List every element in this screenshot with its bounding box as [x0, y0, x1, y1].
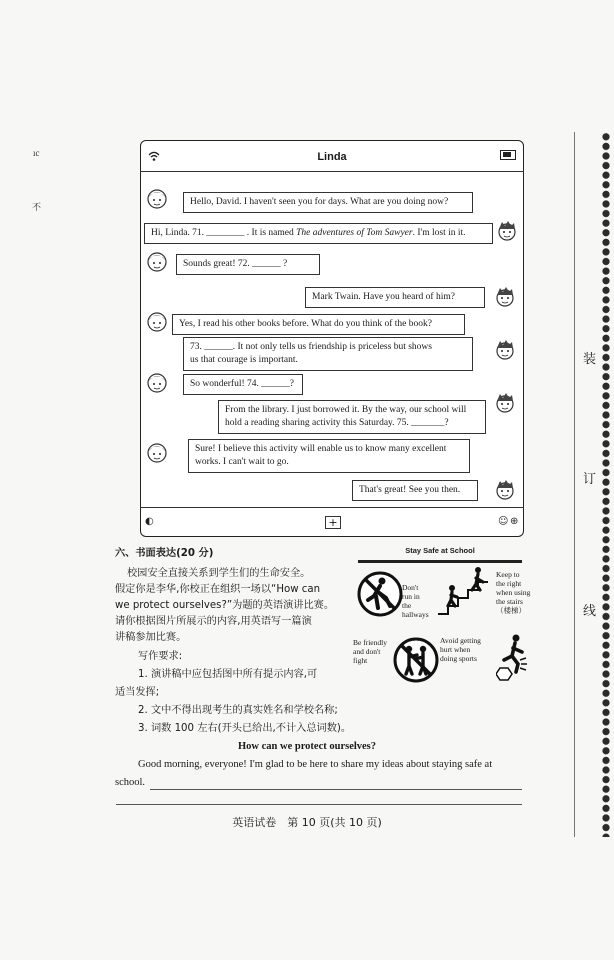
label-sports: Avoid getting hurt when doing sports: [440, 636, 481, 663]
girl-avatar-icon: [144, 249, 170, 275]
boy-avatar-icon: [492, 337, 518, 363]
binding-char: 订: [583, 471, 597, 486]
header-divider: [140, 171, 524, 172]
requirement-item: 适当发挥;: [115, 687, 160, 698]
boy-avatar-icon: [492, 390, 518, 416]
boy-avatar-icon: [492, 477, 518, 503]
sports-injury-icon: [496, 632, 530, 682]
picture-title: Stay Safe at School: [405, 546, 475, 555]
chat-title: Linda: [317, 151, 347, 163]
message-text: Tom Sawyer: [366, 228, 413, 238]
requirements-title: 写作要求:: [138, 651, 183, 662]
chat-message: That's great! See you then.: [352, 480, 478, 501]
requirement-item: 3. 词数 100 左右(开头已给出,不计入总词数)。: [138, 723, 352, 734]
binding-line: [574, 132, 575, 837]
task-line: we protect ourselves?”为题的英语演讲比赛。: [115, 600, 335, 611]
page-number: 英语试卷 第 10 页(共 10 页): [232, 816, 382, 829]
no-fighting-icon: [392, 636, 440, 684]
section-heading: 六、书面表达(20 分): [115, 548, 214, 559]
label-stairs: Keep to the right when using the stairs （楼梯）: [496, 570, 531, 615]
requirement-item: 1. 演讲稿中应包括图中所有提示内容,可: [138, 669, 318, 680]
message-line: 73. ______. It not only tells us friendship is priceless but shows: [190, 342, 432, 352]
girl-avatar-icon: [144, 440, 170, 466]
task-line: 校园安全直接关系到学生们的生命安全。: [127, 568, 311, 579]
no-running-icon: [356, 570, 404, 618]
chat-message: Sounds great! 72. ______ ?: [176, 254, 320, 275]
boy-avatar-icon: [494, 218, 520, 244]
chat-message: [183, 337, 473, 371]
message-line: works. I can't wait to go.: [195, 457, 289, 467]
essay-title: How can we protect ourselves?: [237, 741, 377, 752]
margin-mark: ıc: [33, 148, 40, 158]
task-line: 讲稿参加比赛。: [115, 632, 187, 643]
answer-line[interactable]: [116, 804, 522, 805]
add-button[interactable]: +: [325, 516, 341, 529]
message-line: hold a reading sharing activity this Saturday. 75. _______?: [225, 418, 449, 428]
message-text: The adventures of: [296, 228, 367, 238]
message-line: From the library. I just borrowed it. By the way, our school will: [225, 405, 467, 415]
chat-message: Yes, I read his other books before. What do you think of the book?: [172, 314, 465, 335]
add-circle-icon[interactable]: ⊕: [510, 516, 519, 527]
task-line: 请你根据图片所展示的内容,用英语写一篇演: [115, 616, 312, 627]
label-friendly: Be friendly and don't fight: [353, 638, 387, 665]
chat-message: So wonderful! 74. ______?: [183, 374, 303, 395]
girl-avatar-icon: [144, 370, 170, 396]
circle-icon[interactable]: ◐: [145, 516, 154, 527]
answer-line[interactable]: [150, 789, 522, 790]
binding-char: 线: [583, 603, 597, 618]
girl-avatar-icon: [144, 309, 170, 335]
chat-message: [218, 400, 486, 434]
label-run: Don't run in the hallways: [402, 583, 429, 619]
binding-char: 装: [583, 351, 597, 366]
margin-mark: 不: [32, 202, 42, 212]
chat-message: [188, 439, 470, 473]
message-text: Hi, Linda. 71. ________ . It is named: [151, 228, 297, 238]
picture-rule: [358, 560, 522, 563]
girl-avatar-icon: [144, 186, 170, 212]
essay-opening: Good morning, everyone! I'm glad to be here to share my ideas about staying safe at: [138, 759, 493, 770]
task-line: 假定你是李华,你校正在组织一场以“How can: [115, 584, 321, 595]
requirement-item: 2. 文中不得出现考生的真实姓名和学校名称;: [138, 705, 338, 716]
footer-divider: [140, 507, 524, 508]
boy-avatar-icon: [492, 284, 518, 310]
message-text: . I'm lost in it.: [412, 228, 466, 238]
message-line: Sure! I believe this activity will enable us to know many excellent: [195, 444, 447, 454]
message-line: us that courage is important.: [190, 355, 298, 365]
chat-message: Mark Twain. Have you heard of him?: [305, 287, 485, 308]
binding-holes: [599, 132, 613, 837]
chat-message: [144, 223, 493, 244]
chat-message: Hello, David. I haven't seen you for days. What are you doing now?: [183, 192, 473, 213]
stairs-icon: [438, 566, 496, 616]
emoji-icon[interactable]: ☺: [498, 516, 509, 527]
essay-opening: school.: [115, 777, 146, 788]
phone-header: [140, 147, 524, 169]
